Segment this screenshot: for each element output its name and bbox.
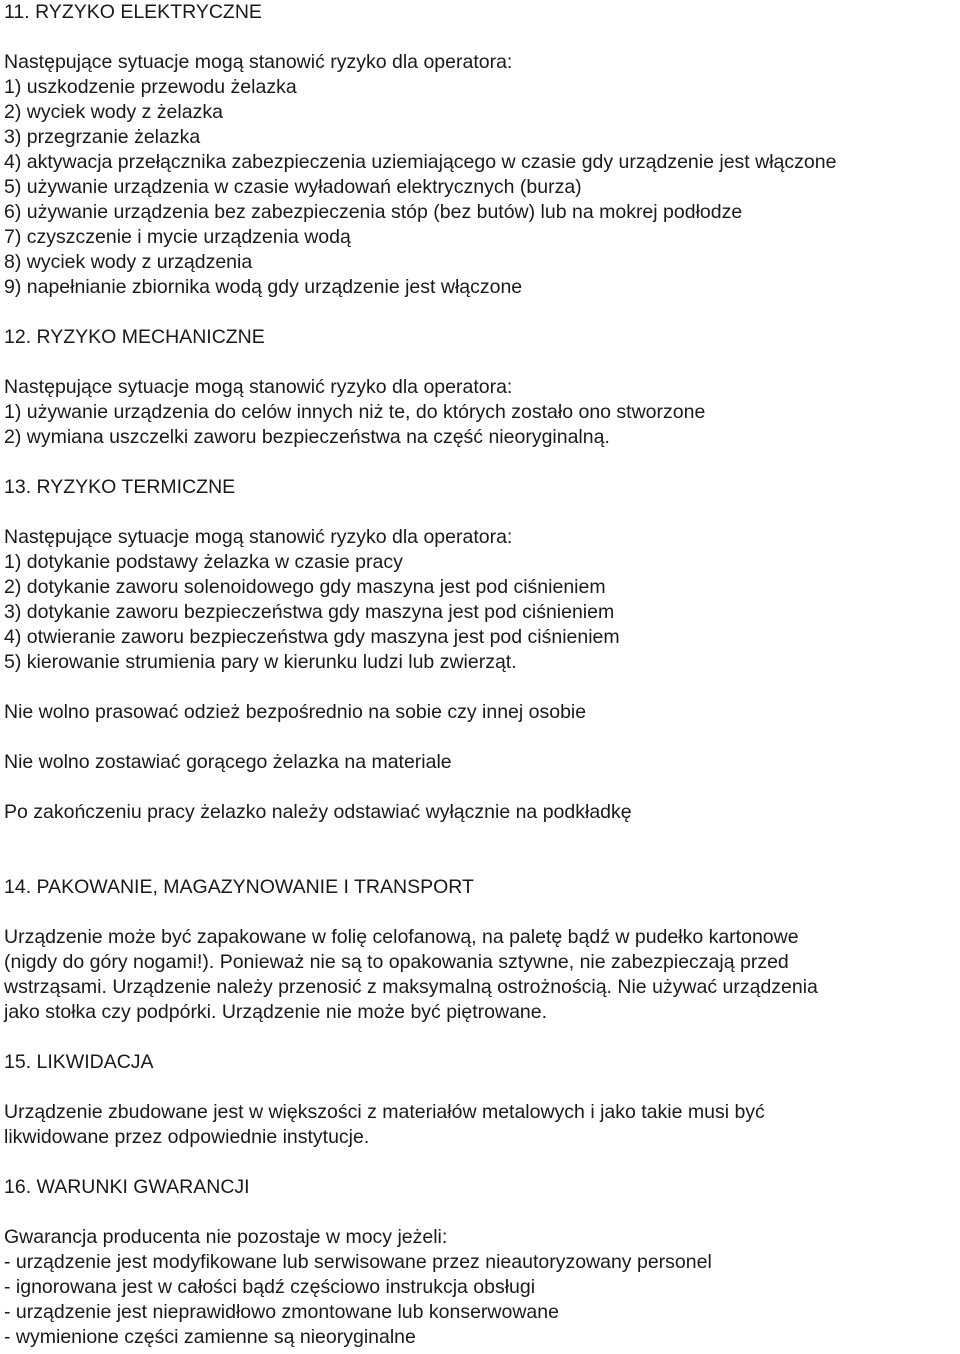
warranty-list: [4, 1225, 958, 1350]
list-item: 2) wymiana uszczelki zaworu bezpieczeństwa na część nieoryginalną.: [4, 426, 610, 448]
list-item: 1) dotykanie podstawy żelazka w czasie pracy: [4, 551, 403, 573]
list-item: - ignorowana jest w całości bądź częściowo instrukcja obsługi: [4, 1276, 536, 1298]
electrical-risk-list: [4, 50, 958, 300]
disposal-paragraph: [4, 1100, 958, 1150]
section-title-warranty: 16. WARUNKI GWARANCJI: [4, 1176, 250, 1198]
spacer: [4, 1200, 958, 1225]
list-item: 9) napełnianie zbiornika wodą gdy urządzenie jest włączone: [4, 276, 523, 298]
list-intro: Następujące sytuacje mogą stanowić ryzyko dla operatora:: [4, 376, 513, 398]
list-intro: Gwarancja producenta nie pozostaje w mocy jeżeli:: [4, 1226, 448, 1248]
list-item: - wymienione części zamienne są nieoryginalne: [4, 1326, 416, 1348]
list-item: 1) używanie urządzenia do celów innych niż te, do których zostało ono stworzone: [4, 401, 706, 423]
warning-text: Po zakończeniu pracy żelazko należy odstawiać wyłącznie na podkładkę: [4, 801, 632, 823]
section-title-thermal-risk: 13. RYZYKO TERMICZNE: [4, 476, 236, 498]
spacer: [4, 350, 958, 375]
spacer: [4, 900, 958, 925]
spacer: [4, 450, 958, 475]
list-item: 7) czyszczenie i mycie urządzenia wodą: [4, 226, 351, 248]
list-item: 8) wyciek wody z urządzenia: [4, 251, 253, 273]
spacer: [4, 25, 958, 50]
paragraph-line: likwidowane przez odpowiednie instytucje.: [4, 1126, 370, 1148]
list-item: - urządzenie jest nieprawidłowo zmontowane lub konserwowane: [4, 1301, 559, 1323]
spacer: [4, 300, 958, 325]
spacer: [4, 1075, 958, 1100]
list-item: - urządzenie jest modyfikowane lub serwisowane przez nieautoryzowany personel: [4, 1251, 712, 1273]
list-item: 1) uszkodzenie przewodu żelazka: [4, 76, 297, 98]
paragraph-line: (nigdy do góry nogami!). Ponieważ nie są to opakowania sztywne, nie zabezpieczają przed: [4, 951, 789, 973]
list-item: 3) przegrzanie żelazka: [4, 126, 201, 148]
spacer: [4, 675, 958, 700]
list-item: 2) dotykanie zaworu solenoidowego gdy maszyna jest pod ciśnieniem: [4, 576, 606, 598]
list-item: 5) kierowanie strumienia pary w kierunku ludzi lub zwierząt.: [4, 651, 517, 673]
section-title-electrical-risk: 11. RYZYKO ELEKTRYCZNE: [4, 1, 262, 23]
paragraph-line: Urządzenie może być zapakowane w folię celofanową, na paletę bądź w pudełko kartonowe: [4, 926, 799, 948]
list-item: 2) wyciek wody z żelazka: [4, 101, 223, 123]
spacer: [4, 1150, 958, 1175]
spacer: [4, 775, 958, 800]
spacer: [4, 825, 958, 875]
section-title-disposal: 15. LIKWIDACJA: [4, 1051, 154, 1073]
warning-text: Nie wolno zostawiać gorącego żelazka na materiale: [4, 751, 452, 773]
list-item: 4) aktywacja przełącznika zabezpieczenia uziemiającego w czasie gdy urządzenie jest włączone: [4, 151, 837, 173]
paragraph-line: wstrząsami. Urządzenie należy przenosić z maksymalną ostrożnością. Nie używać urządzenia: [4, 976, 818, 998]
paragraph-line: jako stołka czy podpórki. Urządzenie nie może być piętrowane.: [4, 1001, 548, 1023]
spacer: [4, 725, 958, 750]
list-intro: Następujące sytuacje mogą stanowić ryzyko dla operatora:: [4, 51, 513, 73]
list-intro: Następujące sytuacje mogą stanowić ryzyko dla operatora:: [4, 526, 513, 548]
manual-page: [4, 0, 958, 1350]
section-title-packaging: 14. PAKOWANIE, MAGAZYNOWANIE I TRANSPORT: [4, 876, 474, 898]
spacer: [4, 1025, 958, 1050]
list-item: 5) używanie urządzenia w czasie wyładowań elektrycznych (burza): [4, 176, 582, 198]
list-item: 3) dotykanie zaworu bezpieczeństwa gdy maszyna jest pod ciśnieniem: [4, 601, 615, 623]
thermal-risk-list: [4, 525, 958, 675]
packaging-paragraph: [4, 925, 958, 1025]
paragraph-line: Urządzenie zbudowane jest w większości z materiałów metalowych i jako takie musi być: [4, 1101, 765, 1123]
list-item: 4) otwieranie zaworu bezpieczeństwa gdy maszyna jest pod ciśnieniem: [4, 626, 620, 648]
warning-text: Nie wolno prasować odzież bezpośrednio na sobie czy innej osobie: [4, 701, 587, 723]
spacer: [4, 500, 958, 525]
mechanical-risk-list: [4, 375, 958, 450]
list-item: 6) używanie urządzenia bez zabezpieczenia stóp (bez butów) lub na mokrej podłodze: [4, 201, 743, 223]
section-title-mechanical-risk: 12. RYZYKO MECHANICZNE: [4, 326, 265, 348]
